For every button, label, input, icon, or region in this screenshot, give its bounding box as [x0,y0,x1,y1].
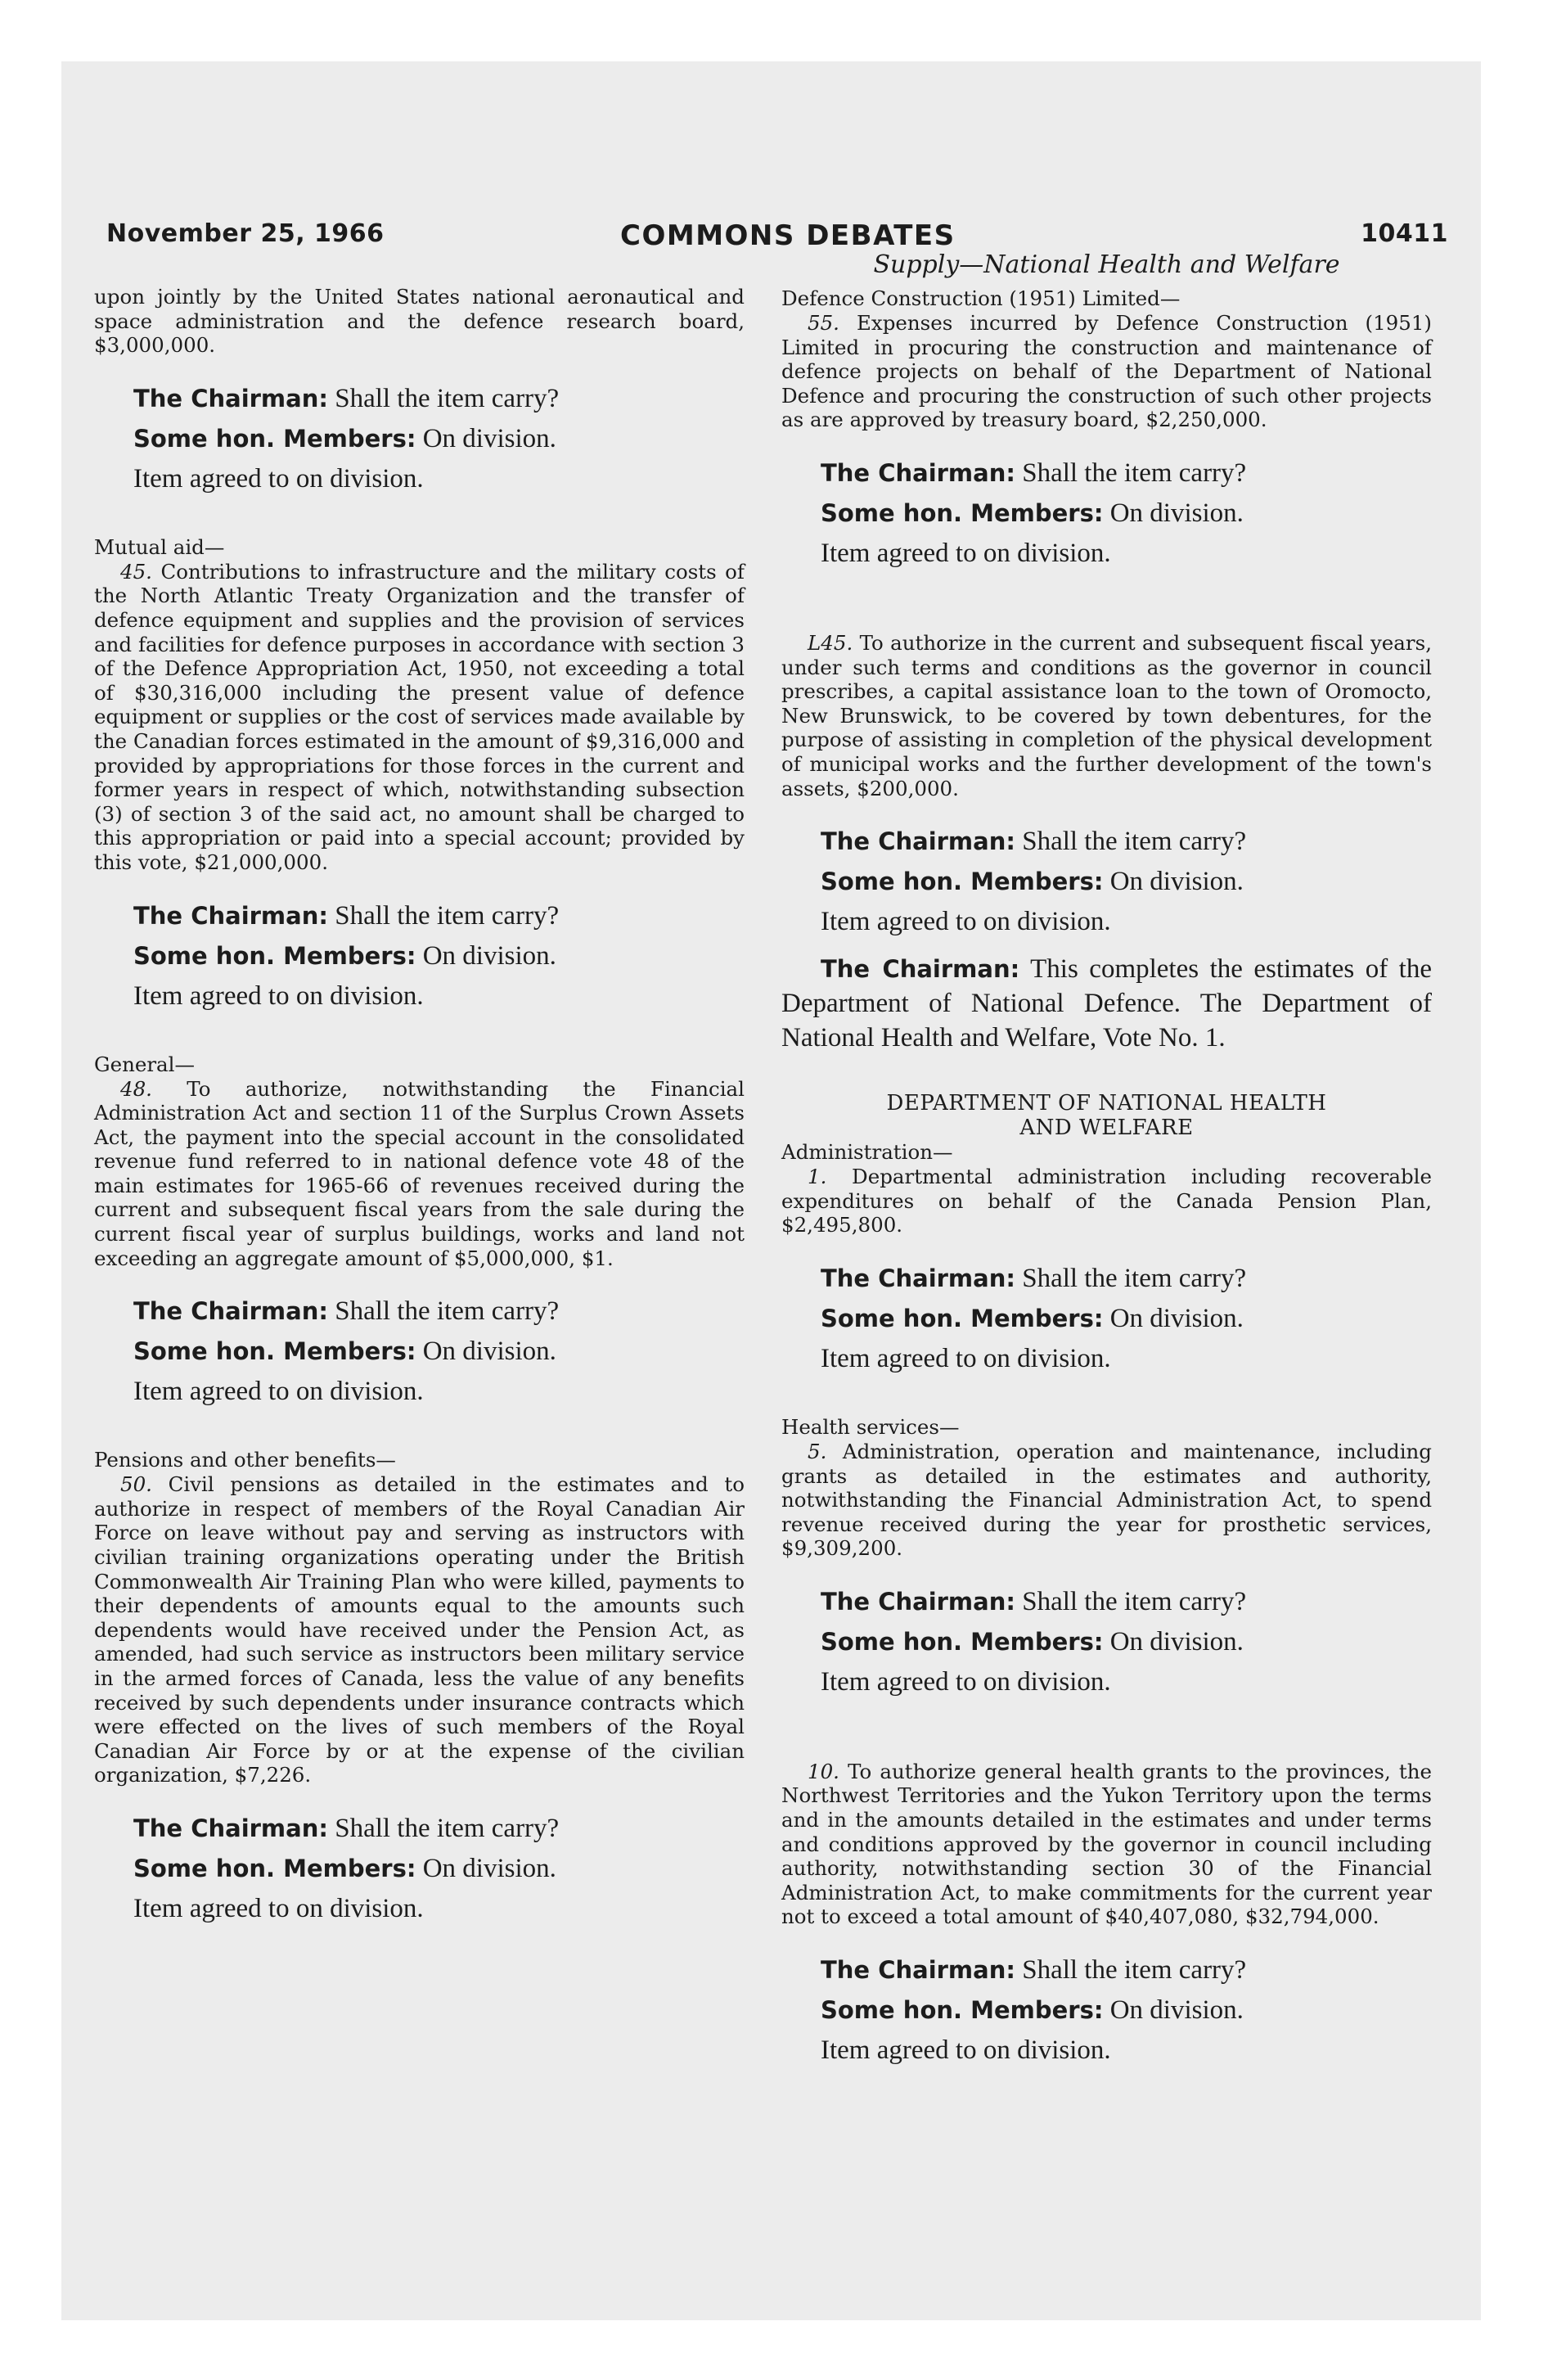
members-response: Some hon. Members: On division. [133,1336,556,1367]
chairman-question: The Chairman: Shall the item carry? [133,1296,560,1327]
item-result: Item agreed to on division. [821,1343,1111,1373]
vote-1-paragraph: 1. Departmental administration including recoverable expenditures on behalf of the Canada Pension Plan, $2,495,800. [781,1165,1432,1237]
administration-heading: Administration— [781,1140,953,1165]
vote-55-paragraph: 55. Expenses incurred by Defence Construction (1951) Limited in procuring the construction and maintenance of defence projects on behalf of the Department of National Defence and procuring the construction of such other projects as are approved by treasury board, $2,250,000. [781,311,1432,432]
members-response: Some hon. Members: On division. [133,423,556,453]
vote-10-paragraph: 10. To authorize general health grants to the provinces, the Northwest Territories and the Yukon Territory upon the terms and in the amounts detailed in the estimates and under terms and conditions approved by the governor in council including authority, notwithstanding section 30 of the Financial Administration Act, to make commitments for the current year not to exceed a total amount of $40,407,080, $32,794,000. [781,1759,1432,1929]
general-heading: General— [94,1052,196,1076]
members-response: Some hon. Members: On division. [821,1626,1244,1657]
chairman-question: The Chairman: Shall the item carry? [821,1263,1247,1293]
left-column [94,275,745,1929]
department-title-line-2: AND WELFARE [1019,1116,1194,1141]
mutual-aid-heading: Mutual aid— [94,534,225,559]
item-result: Item agreed to on division. [821,1666,1111,1697]
item-result: Item agreed to on division. [133,463,424,494]
header-page-number: 10411 [1361,219,1448,248]
vote-50-paragraph: 50. Civil pensions as detailed in the estimates and to authorize in respect of members of the Royal Canadian Air Force on leave without pay and serving as instructors with civilian training organizations operating under the British Commonwealth Air Training Plan who were killed, payments to their dependents of amounts equal to the amounts such dependents would have received under the Pension Act, as amended, had such service as instructors been military service in the armed forces of Canada, less the value of any benefits received by such dependents under insurance contracts which were effected on the lives of such members of the Royal Canadian Air Force by or at the expense of the civilian organization, $7,226. [94,1472,745,1787]
item-result: Item agreed to on division. [133,1893,424,1923]
closing-statement: The Chairman: This completes the estimates of the Department of National Defence. The Department of National Health and Welfare, Vote No. 1. [781,954,1432,1053]
department-title-line-1: DEPARTMENT OF NATIONAL HEALTH [886,1091,1327,1116]
chairman-question: The Chairman: Shall the item carry? [821,827,1247,857]
members-response: Some hon. Members: On division. [821,1995,1244,2026]
item-result: Item agreed to on division. [821,2035,1111,2066]
item-result: Item agreed to on division. [821,907,1111,937]
chairman-question: The Chairman: Shall the item carry? [821,458,1247,488]
item-result: Item agreed to on division. [821,538,1111,568]
intro-paragraph: upon jointly by the United States national aeronautical and space administration and the defence research board, $3,000,000. [94,285,745,358]
chairman-question: The Chairman: Shall the item carry? [133,900,560,931]
chairman-question: The Chairman: Shall the item carry? [133,383,560,413]
right-column [781,250,1432,2071]
health-services-heading: Health services— [781,1414,960,1439]
vote-48-paragraph: 48. To authorize, notwithstanding the Financial Administration Act and section 11 of the Surplus Crown Assets Act, the payment into the special account in the consolidated revenue fund referred to in national defence vote 48 of the main estimates for 1965-66 of revenues received during the current and subsequent fiscal years from the sale during the current fiscal year of surplus buildings, works and land not exceeding an aggregate amount of $5,000,000, $1. [94,1076,745,1270]
pensions-heading: Pensions and other benefits— [94,1448,396,1472]
defence-construction-heading: Defence Construction (1951) Limited— [781,286,1181,310]
running-head: Supply—National Health and Welfare [873,250,1340,279]
members-response: Some hon. Members: On division. [133,1853,556,1883]
members-response: Some hon. Members: On division. [133,940,556,971]
vote-5-paragraph: 5. Administration, operation and maintenance, including grants as detailed in the estimates and authority, notwithstanding the Financial Administration Act, to spend revenue received during the year for prosthetic services, $9,309,200. [781,1439,1432,1561]
members-response: Some hon. Members: On division. [821,498,1244,528]
members-response: Some hon. Members: On division. [821,867,1244,897]
chairman-question: The Chairman: Shall the item carry? [821,1955,1247,1986]
item-result: Item agreed to on division. [133,1377,424,1407]
header-title: COMMONS DEBATES [620,219,956,252]
vote-l45-paragraph: L45. To authorize in the current and subsequent fiscal years, under such terms and conditions as the governor in council prescribes, a capital assistance loan to the town of Oromocto, New Brunswick, to be covered by town debentures, for the purpose of assisting in completion of the physical development of municipal works and the further development of the town's assets, $200,000. [781,630,1432,800]
chairman-question: The Chairman: Shall the item carry? [133,1813,560,1843]
chairman-question: The Chairman: Shall the item carry? [821,1586,1247,1616]
vote-45-paragraph: 45. Contributions to infrastructure and the military costs of the North Atlantic Treaty Organization and the transfer of defence equipment and supplies and the provision of services and facilities for defence purposes in accordance with section 3 of the Defence Appropriation Act, 1950, not exceeding a total of $30,316,000 including the present value of defence equipment or supplies or the cost of services made available by the Canadian forces estimated in the amount of $9,316,000 and provided by appropriations for those forces in the current and former years in respect of which, notwithstanding subsection (3) of section 3 of the said act, no amount shall be charged to this appropriation or paid into a special account; provided by this vote, $21,000,000. [94,559,745,874]
header-date: November 25, 1966 [106,219,385,248]
item-result: Item agreed to on division. [133,980,424,1011]
members-response: Some hon. Members: On division. [821,1303,1244,1333]
